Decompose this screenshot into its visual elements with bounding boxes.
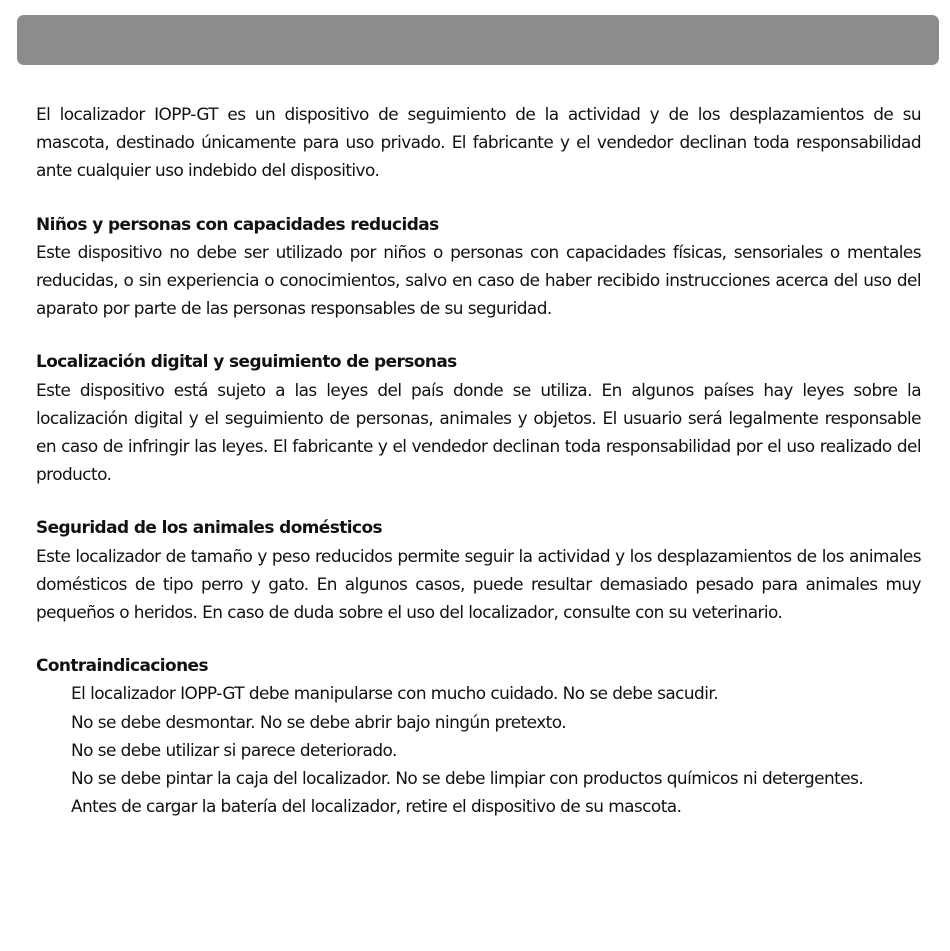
section-contraindications: [36, 651, 921, 820]
section-body: Este dispositivo está sujeto a las leyes del país donde se utiliza. En algunos países hay leyes sobre la localización digital y el seguimiento de personas, animales y objetos. El usuario será legalmente responsable en caso de infringir las leyes. El fabricante y el vendedor declinan toda responsabilidad por el uso realizado del producto.: [36, 379, 921, 485]
contraindications-list: [36, 679, 921, 820]
list-item: No se debe utilizar si parece deteriorado.: [71, 739, 397, 760]
section-heading: Niños y personas con capacidades reducidas: [36, 213, 439, 234]
intro-paragraph: El localizador IOPP-GT es un dispositivo de seguimiento de la actividad y de los desplazamientos de su mascota, destinado únicamente para uso privado. El fabricante y el vendedor declinan toda responsabilidad ante cualquier uso indebido del dispositivo.: [36, 104, 921, 181]
document-body: [36, 100, 921, 845]
list-item: No se debe desmontar. No se debe abrir bajo ningún pretexto.: [71, 711, 567, 732]
section-children: [36, 210, 921, 323]
section-heading: Localización digital y seguimiento de personas: [36, 351, 457, 372]
list-item: El localizador IOPP-GT debe manipularse con mucho cuidado. No se debe sacudir.: [71, 683, 719, 704]
section-pet-safety: [36, 513, 921, 626]
section-body: Este localizador de tamaño y peso reducidos permite seguir la actividad y los desplazamientos de los animales domésticos de tipo perro y gato. En algunos casos, puede resultar demasiado pesado para animales muy pequeños o heridos. En caso de duda sobre el uso del localizador, consulte con su veterinario.: [36, 545, 921, 623]
list-item: Antes de cargar la batería del localizador, retire el dispositivo de su mascota.: [71, 796, 682, 817]
list-item: No se debe pintar la caja del localizador. No se debe limpiar con productos químicos ni detergentes.: [71, 768, 864, 789]
section-body: Este dispositivo no debe ser utilizado por niños o personas con capacidades físicas, sensoriales o mentales reducidas, o sin experiencia o conocimientos, salvo en caso de haber recibido instrucciones acerca del uso del aparato por parte de las personas responsables de su seguridad.: [36, 241, 921, 319]
header-bar: [17, 15, 939, 65]
section-heading: Contraindicaciones: [36, 655, 208, 676]
section-heading: Seguridad de los animales domésticos: [36, 517, 382, 538]
section-digital-location: [36, 347, 921, 488]
